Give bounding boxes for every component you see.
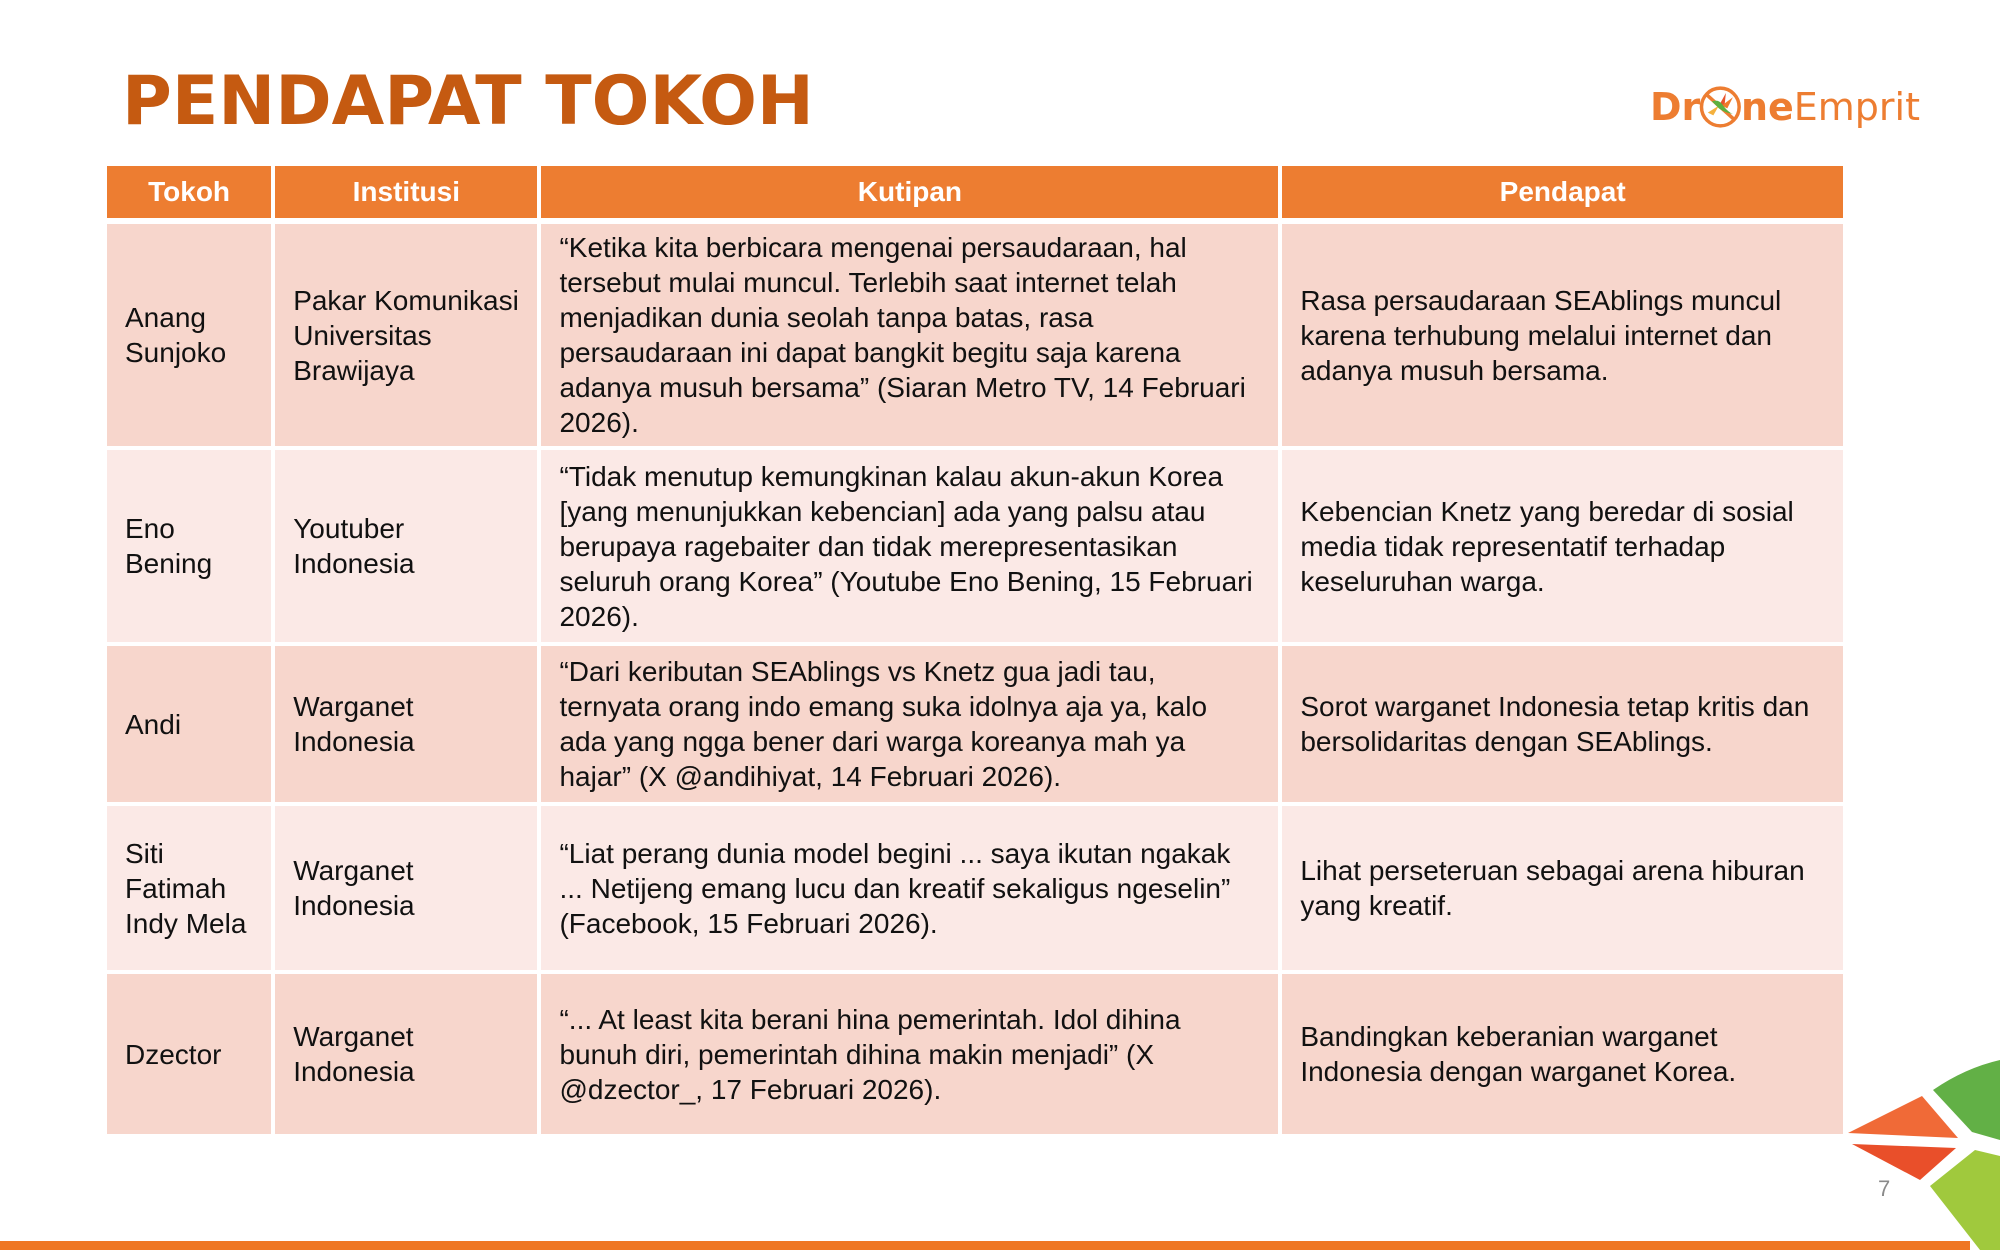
cell-kutipan: “Ketika kita berbicara mengenai persaudaraan, hal tersebut mulai muncul. Terlebih saat internet telah menjadikan dunia seolah tanpa batas, rasa persaudaraan ini dapat bangkit begitu saja karena adanya musuh bersama” (Siaran Metro TV, 14 Februari 2026). [541, 224, 1278, 450]
opinion-table [103, 166, 1847, 1138]
logo-text-ne: ne [1740, 85, 1794, 129]
cell-kutipan: “... At least kita berani hina pemerintah. Idol dihina bunuh diri, pemerintah dihina makin menjadi” (X @dzector_, 17 Februari 2026). [541, 974, 1278, 1138]
logo-text-emprit: Emprit [1793, 85, 1920, 129]
cell-institusi: Youtuber Indonesia [275, 450, 537, 646]
page-number: 7 [1878, 1176, 1891, 1201]
table-row [107, 646, 1843, 806]
cell-tokoh: Eno Bening [107, 450, 271, 646]
cell-pendapat: Bandingkan keberanian warganet Indonesia dengan warganet Korea. [1282, 974, 1843, 1138]
cell-pendapat: Lihat perseteruan sebagai arena hiburan yang kreatif. [1282, 806, 1843, 974]
decorative-corner-shape [1840, 1040, 2000, 1250]
cell-kutipan: “Tidak menutup kemungkinan kalau akun-akun Korea [yang menunjukkan kebencian] ada yang palsu atau berupaya ragebaiter dan tidak merepresentasikan seluruh orang Korea” (Youtube Eno Bening, 15 Februari 2026). [541, 450, 1278, 646]
header-pendapat: Pendapat [1282, 166, 1843, 224]
cell-institusi: Warganet Indonesia [275, 974, 537, 1138]
deco-lime-piece [1930, 1150, 2000, 1250]
table-row [107, 974, 1843, 1138]
cell-kutipan: “Liat perang dunia model begini ... saya ikutan ngakak ... Netijeng emang lucu dan kreatif sekaligus ngeselin” (Facebook, 15 Februari 2026). [541, 806, 1278, 974]
cell-pendapat: Rasa persaudaraan SEAblings muncul karena terhubung melalui internet dan adanya musuh bersama. [1282, 224, 1843, 450]
header-tokoh: Tokoh [107, 166, 271, 224]
cell-institusi: Warganet Indonesia [275, 646, 537, 806]
deco-red-piece [1852, 1144, 1956, 1180]
cell-tokoh: Siti Fatimah Indy Mela [107, 806, 271, 974]
deco-orange-piece [1848, 1096, 1958, 1138]
logo-text-dr: Dr [1650, 85, 1701, 129]
table-row [107, 450, 1843, 646]
header-kutipan: Kutipan [541, 166, 1278, 224]
table-row [107, 806, 1843, 974]
cell-tokoh: Anang Sunjoko [107, 224, 271, 450]
cell-institusi: Pakar Komunikasi Universitas Brawijaya [275, 224, 537, 450]
bottom-accent-bar [0, 1241, 1970, 1250]
cell-pendapat: Sorot warganet Indonesia tetap kritis dan bersolidaritas dengan SEAblings. [1282, 646, 1843, 806]
table-header-row [107, 166, 1843, 224]
cell-institusi: Warganet Indonesia [275, 806, 537, 974]
table-row [107, 224, 1843, 450]
cell-pendapat: Kebencian Knetz yang beredar di sosial media tidak representatif terhadap keseluruhan warga. [1282, 450, 1843, 646]
drone-emprit-logo [1650, 72, 1920, 142]
header-institusi: Institusi [275, 166, 537, 224]
bird-circle-icon [1698, 75, 1743, 139]
cell-tokoh: Dzector [107, 974, 271, 1138]
slide-title: PENDAPAT TOKOH [122, 62, 814, 141]
cell-tokoh: Andi [107, 646, 271, 806]
cell-kutipan: “Dari keributan SEAblings vs Knetz gua jadi tau, ternyata orang indo emang suka idolnya aja ya, kalo ada yang ngga bener dari warga koreanya mah ya hajar” (X @andihiyat, 14 Februari 2026). [541, 646, 1278, 806]
